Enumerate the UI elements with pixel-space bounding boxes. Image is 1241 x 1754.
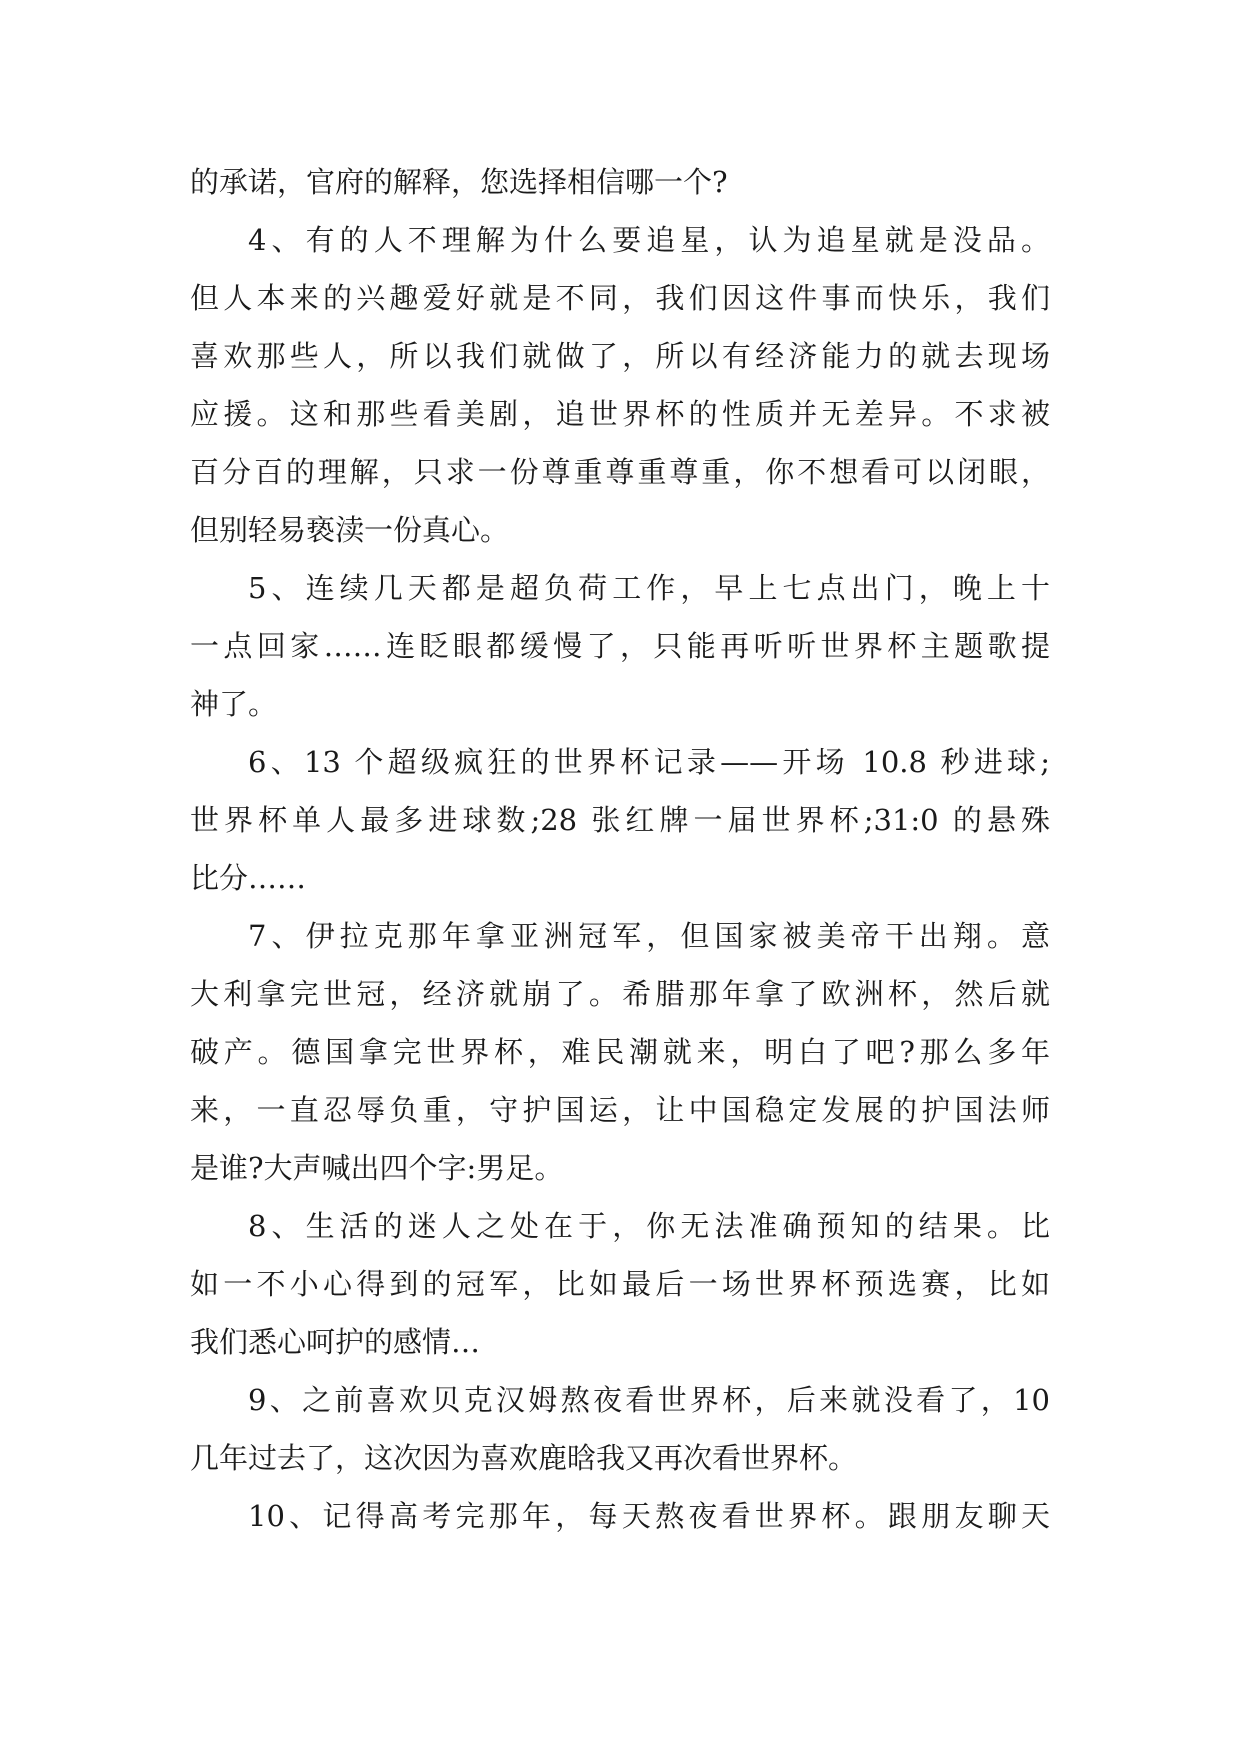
text-line: 但别轻易亵渎一份真心。	[190, 513, 510, 547]
paragraph-9-line: 9、之前喜欢贝克汉姆熬夜看世界杯，后来就没看了，10	[248, 1383, 1050, 1417]
text-line: 来，一直忍辱负重，守护国运，让中国稳定发展的护国法师	[190, 1093, 1050, 1127]
paragraph-7-line: 7、伊拉克那年拿亚洲冠军，但国家被美帝干出翔。意	[248, 919, 1050, 953]
paragraph-4-line: 4、有的人不理解为什么要追星，认为追星就是没品。	[248, 223, 1050, 257]
paragraph-5-line: 5、连续几天都是超负荷工作，早上七点出门，晚上十	[248, 571, 1050, 605]
text-line: 百分百的理解，只求一份尊重尊重尊重，你不想看可以闭眼，	[190, 455, 1050, 489]
text-line: 是谁?大声喊出四个字:男足。	[190, 1151, 564, 1185]
text-line: 喜欢那些人，所以我们就做了，所以有经济能力的就去现场	[190, 339, 1050, 373]
text-line: 世界杯单人最多进球数;28 张红牌一届世界杯;31:0 的悬殊	[190, 803, 1050, 837]
text-line: 的承诺，官府的解释，您选择相信哪一个?	[190, 165, 728, 199]
paragraph-10-line: 10、记得高考完那年，每天熬夜看世界杯。跟朋友聊天	[248, 1499, 1050, 1533]
text-line: 但人本来的兴趣爱好就是不同，我们因这件事而快乐，我们	[190, 281, 1050, 315]
paragraph-6-line: 6、13 个超级疯狂的世界杯记录——开场 10.8 秒进球;	[248, 745, 1050, 779]
text-line: 破产。德国拿完世界杯，难民潮就来，明白了吧?那么多年	[190, 1035, 1050, 1069]
text-line: 神了。	[190, 687, 278, 721]
text-line: 一点回家……连眨眼都缓慢了，只能再听听世界杯主题歌提	[190, 629, 1050, 663]
text-line: 如一不小心得到的冠军，比如最后一场世界杯预选赛，比如	[190, 1267, 1050, 1301]
text-line: 我们悉心呵护的感情…	[190, 1325, 481, 1359]
text-line: 大利拿完世冠，经济就崩了。希腊那年拿了欧洲杯，然后就	[190, 977, 1050, 1011]
text-line: 几年过去了，这次因为喜欢鹿晗我又再次看世界杯。	[190, 1441, 858, 1475]
paragraph-8-line: 8、生活的迷人之处在于，你无法准确预知的结果。比	[248, 1209, 1050, 1243]
text-line: 比分……	[190, 861, 307, 895]
text-line: 应援。这和那些看美剧，追世界杯的性质并无差异。不求被	[190, 397, 1050, 431]
